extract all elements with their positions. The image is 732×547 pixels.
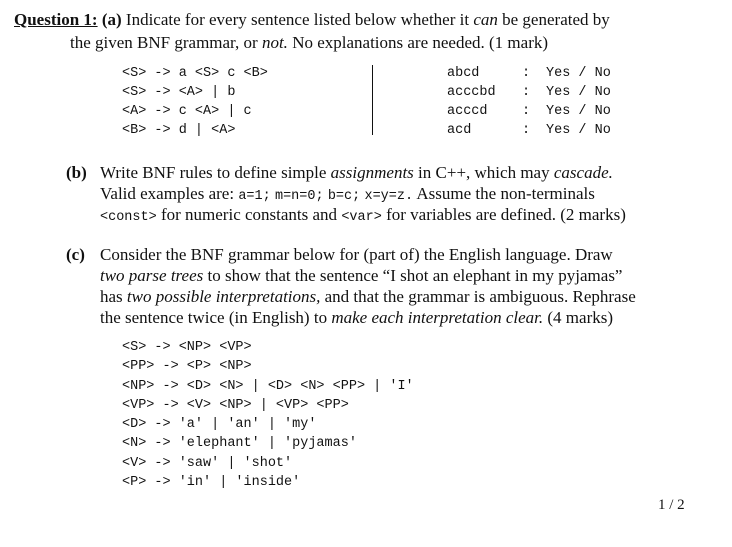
- part-a-label: (a): [101, 10, 122, 29]
- part-b-text: for variables are defined. (2 marks): [386, 205, 626, 224]
- sentence-text: acccbd: [447, 85, 496, 100]
- part-c-em: two parse trees: [100, 266, 204, 285]
- sentence-separators: [522, 64, 530, 140]
- part-b-line-2: [100, 184, 595, 206]
- part-c-line-3: [100, 287, 636, 307]
- yes-no-choice: Yes / No: [546, 85, 611, 100]
- grammar-a: [122, 64, 268, 140]
- sentence-separator: :: [522, 104, 531, 119]
- part-a-can: can: [473, 10, 498, 29]
- grammar-rule: <S> -> a <S> c <B>: [122, 66, 268, 81]
- yes-no-choice: Yes / No: [546, 104, 611, 119]
- grammar-rule: <N> -> 'elephant' | 'pyjamas': [122, 436, 357, 452]
- part-b-text: Write BNF rules to define simple: [100, 163, 327, 182]
- example-code: m=n=0;: [274, 189, 324, 204]
- grammar-rule: <NP> -> <D> <N> | <D> <N> <PP> | 'I': [122, 378, 414, 394]
- part-c-text: (4 marks): [547, 308, 614, 327]
- divider-line: [372, 65, 373, 135]
- grammar-rule: <A> -> c <A> | c: [122, 104, 252, 119]
- part-b-label: (b): [66, 163, 87, 182]
- part-c-em: two possible interpretations,: [126, 287, 321, 306]
- grammar-rule: <S> -> <A> | b: [122, 85, 236, 100]
- yes-no-choice: Yes / No: [546, 123, 611, 138]
- nonterminal-const: <const>: [100, 210, 157, 225]
- grammar-rule: <V> -> 'saw' | 'shot': [122, 455, 293, 471]
- grammar-rule: <D> -> 'a' | 'an' | 'my': [122, 417, 317, 433]
- sentence-separator: :: [522, 85, 531, 100]
- grammar-rule: <S> -> <NP> <VP>: [122, 340, 252, 355]
- grammar-rule: <PP> -> <P> <NP>: [122, 359, 252, 375]
- part-b-line-3: [100, 205, 626, 227]
- part-c-text: has: [100, 287, 123, 306]
- example-code: b=c;: [327, 189, 361, 204]
- sentence-text: abcd: [447, 66, 480, 81]
- part-c-line-2: [100, 266, 622, 286]
- example-code: a=1;: [238, 189, 271, 204]
- page-number: 1 / 2: [658, 497, 685, 513]
- part-c-text: to show that the sentence “I shot an elephant in my pyjamas”: [207, 266, 623, 285]
- grammar-rule: <B> -> d | <A>: [122, 123, 236, 138]
- part-c-line-1: Consider the BNF grammar below for (part of) the English language. Draw: [100, 245, 613, 264]
- part-c-label: (c): [66, 245, 85, 264]
- part-c-text: and that the grammar is ambiguous. Rephrase: [324, 287, 636, 306]
- question-title: Question 1:: [14, 10, 98, 29]
- part-a-text: Indicate for every sentence listed below whether it: [125, 10, 470, 29]
- part-b-text: Valid examples are:: [100, 184, 235, 203]
- part-c-text: the sentence twice (in English) to: [100, 308, 328, 327]
- sentence-choices: [546, 64, 611, 140]
- part-b-text: Assume the non-terminals: [416, 184, 595, 203]
- part-b-text: for numeric constants and: [160, 205, 338, 224]
- grammar-c: [122, 338, 414, 492]
- yes-no-choice: Yes / No: [546, 66, 611, 81]
- part-a-text: No explanations are needed. (1 mark): [292, 33, 549, 52]
- grammar-rule: <VP> -> <V> <NP> | <VP> <PP>: [122, 397, 349, 413]
- part-b-em: assignments: [330, 163, 414, 182]
- sentence-text: acd: [447, 123, 472, 138]
- sentence-separator: :: [522, 123, 531, 138]
- sentence-separator: :: [522, 66, 531, 81]
- part-a-text: the given BNF grammar, or: [70, 33, 258, 52]
- part-c-line-4: [100, 308, 613, 328]
- part-a-not: not.: [261, 33, 288, 52]
- sentence-text: acccd: [447, 104, 488, 119]
- part-c-em: make each interpretation clear.: [331, 308, 544, 327]
- part-b-line-1: [100, 163, 613, 183]
- example-code: x=y=z.: [364, 189, 414, 204]
- part-b-em: cascade.: [553, 163, 613, 182]
- grammar-rule: <P> -> 'in' | 'inside': [122, 475, 301, 491]
- sentence-texts: [447, 64, 496, 140]
- part-a-text: be generated by: [502, 10, 610, 29]
- part-b-text: in C++, which may: [418, 163, 550, 182]
- nonterminal-var: <var>: [341, 210, 382, 225]
- part-a-line-1: [14, 10, 610, 30]
- part-a-line-2: [70, 33, 548, 53]
